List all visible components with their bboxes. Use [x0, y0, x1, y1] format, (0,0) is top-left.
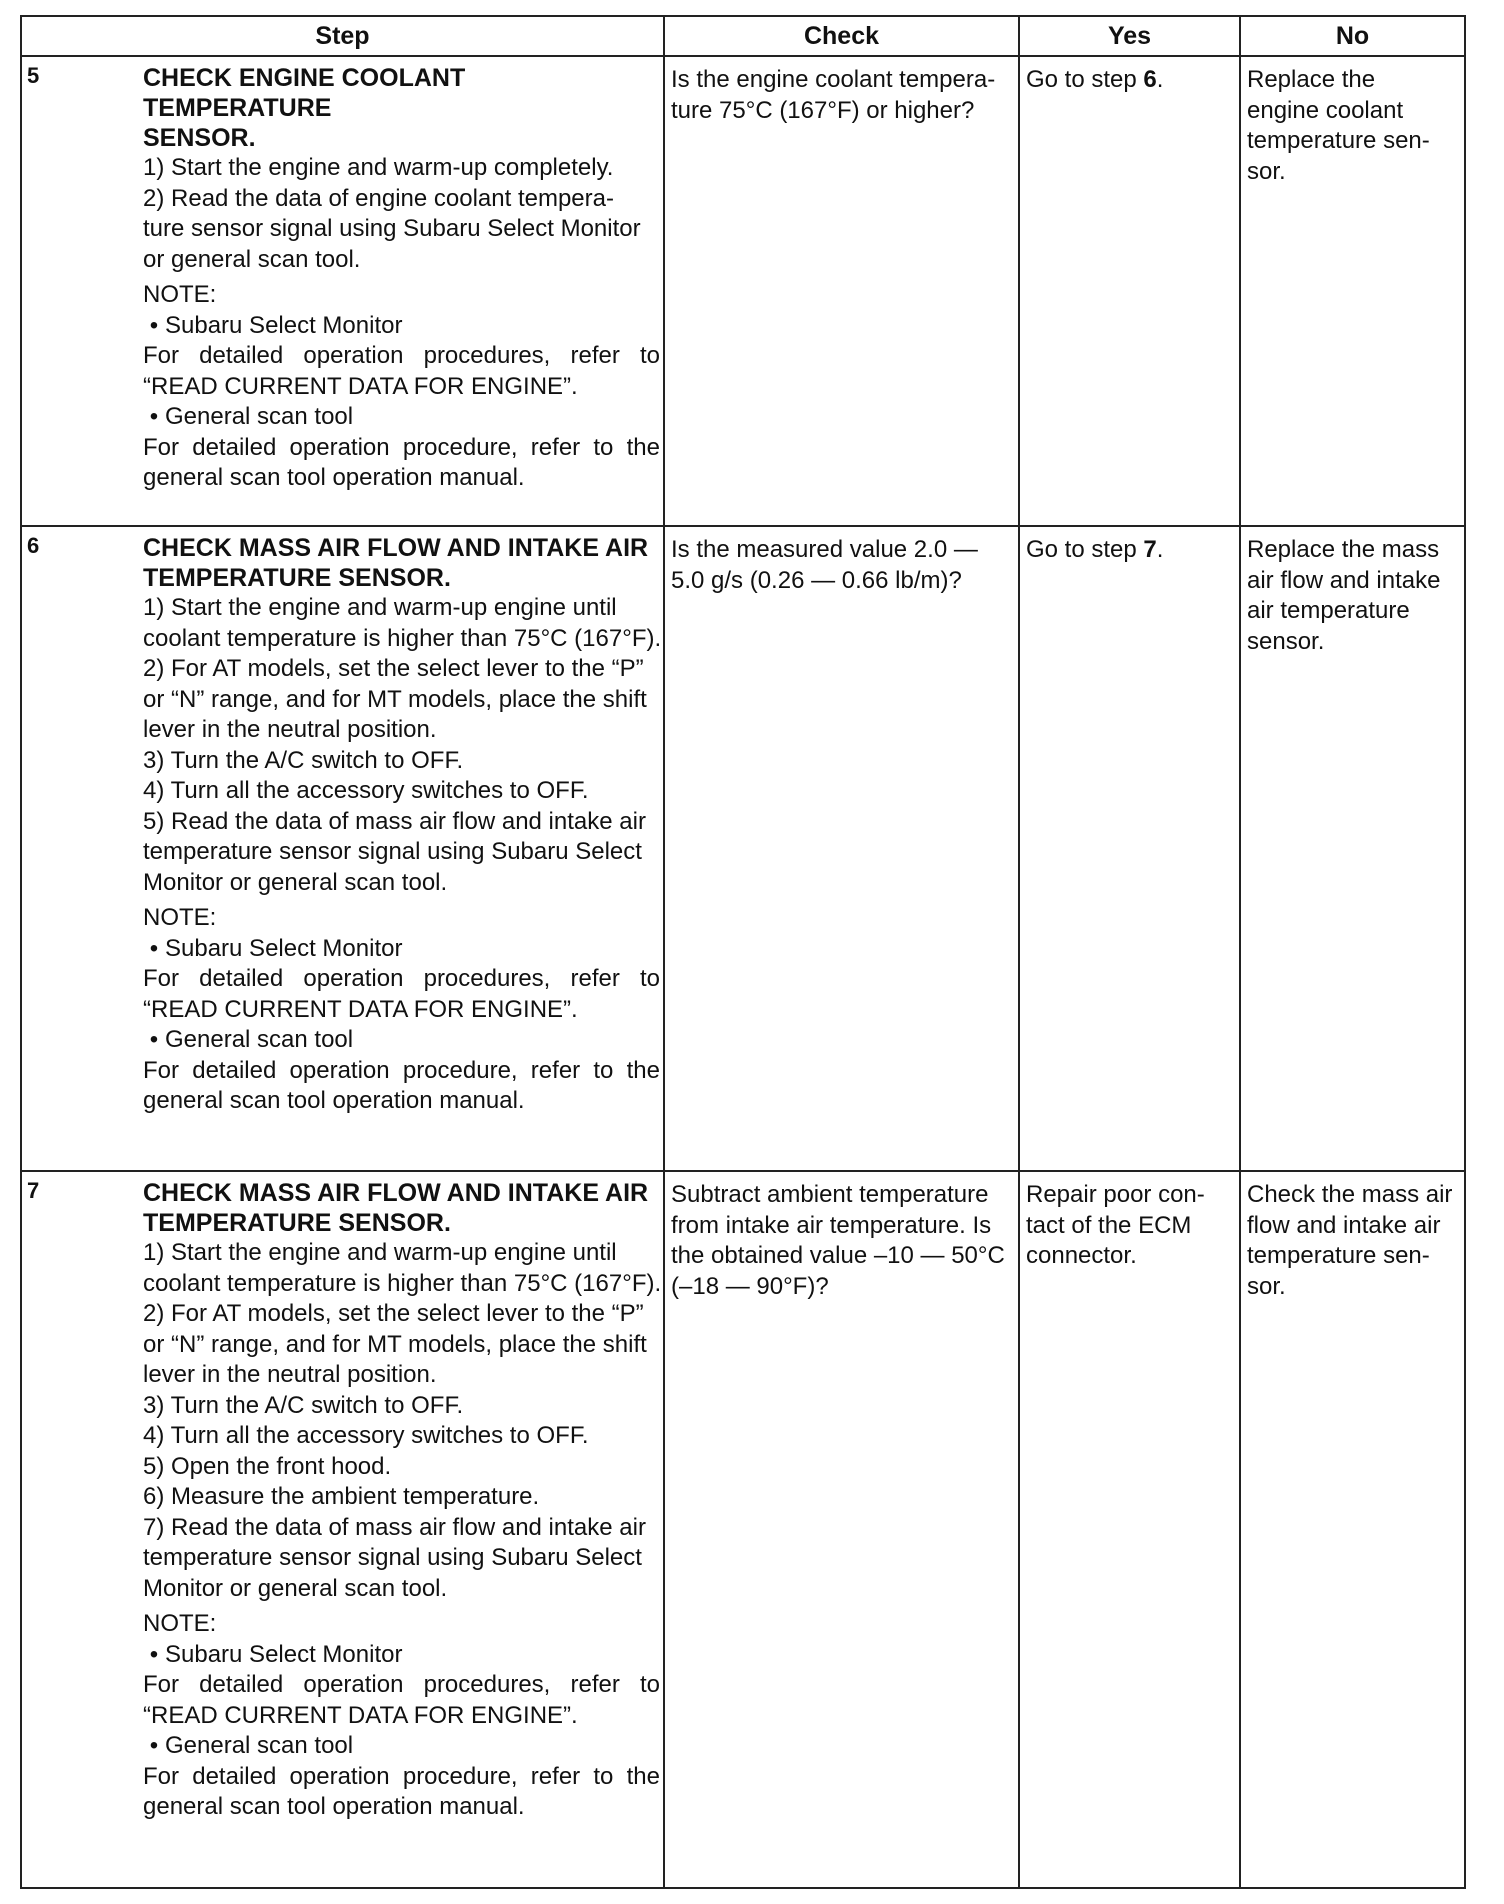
step-title-line: CHECK MASS AIR FLOW AND INTAKE AIR: [143, 1179, 649, 1207]
step-title-line: CHECK ENGINE COOLANT TEMPERATURE: [143, 64, 466, 122]
note-label: NOTE:: [143, 1610, 217, 1637]
yes-prefix: Go to step: [1026, 536, 1144, 563]
step-instruction-line: 1) Start the engine and warm-up completely.: [143, 154, 614, 181]
yes-text: [1026, 65, 1233, 96]
note-text-line: For detailed operation procedure, refer to the: [143, 433, 660, 461]
table-header-row: [21, 16, 1465, 56]
no-text-line: sor.: [1247, 157, 1286, 185]
no-text-line: engine coolant: [1247, 96, 1404, 124]
yes-step-ref: 6: [1143, 66, 1157, 93]
table-row-step-5: [21, 56, 1465, 526]
step-instruction-line: coolant temperature is higher than 75°C (167°F).: [143, 624, 662, 652]
no-text-line: temperature sen-: [1247, 127, 1430, 154]
no-text-line: flow and intake air: [1247, 1211, 1441, 1239]
step-content: [143, 1178, 660, 1823]
no-text-line: Check the mass air: [1247, 1181, 1453, 1208]
note-label: NOTE:: [143, 904, 217, 931]
column-header-no: No: [1240, 16, 1465, 56]
check-text-line: the obtained value –10 — 50°C: [671, 1242, 1005, 1269]
no-cell: [1240, 526, 1465, 1171]
step-number: 5: [27, 63, 40, 88]
step-instruction-line: or “N” range, and for MT models, place the shift: [143, 1330, 647, 1358]
note-text-line: For detailed operation procedures, refer to: [143, 1671, 660, 1698]
step-instruction-line: 4) Turn all the accessory switches to OFF.: [143, 777, 589, 804]
step-title-line: TEMPERATURE SENSOR.: [143, 564, 451, 592]
yes-text: [1026, 535, 1233, 566]
step-instruction-line: 1) Start the engine and warm-up engine until: [143, 594, 617, 621]
note-bullet-scan-tool: • General scan tool: [143, 1025, 660, 1056]
no-text-line: Replace the: [1247, 66, 1376, 93]
yes-cell: [1019, 526, 1240, 1171]
step-cell: [21, 1171, 664, 1888]
note-text-line: For detailed operation procedure, refer to the: [143, 1762, 660, 1790]
check-text-line: Is the measured value 2.0 —: [671, 536, 978, 563]
yes-cell: [1019, 56, 1240, 526]
yes-suffix: .: [1156, 66, 1164, 93]
note-text-line: For detailed operation procedure, refer to the: [143, 1056, 660, 1084]
note-text-line: “READ CURRENT DATA FOR ENGINE”.: [143, 995, 578, 1023]
note-bullet-select-monitor: • Subaru Select Monitor: [143, 311, 660, 342]
step-instruction-line: 3) Turn the A/C switch to OFF.: [143, 1391, 464, 1419]
step-instruction-line: 2) Read the data of engine coolant tempera-: [143, 184, 614, 212]
table-row-step-6: [21, 526, 1465, 1171]
step-instruction-line: lever in the neutral position.: [143, 716, 437, 743]
step-cell: [21, 526, 664, 1171]
yes-text-line: connector.: [1026, 1242, 1137, 1269]
yes-prefix: Go to step: [1026, 66, 1144, 93]
step-title-line: CHECK MASS AIR FLOW AND INTAKE AIR: [143, 534, 649, 562]
yes-cell: [1019, 1171, 1240, 1888]
step-instruction-line: 6) Measure the ambient temperature.: [143, 1483, 540, 1510]
step-instruction-line: ture sensor signal using Subaru Select Monitor: [143, 215, 641, 242]
note-text-line: For detailed operation procedures, refer to: [143, 342, 660, 369]
table-row-step-7: [21, 1171, 1465, 1888]
check-cell: [664, 526, 1019, 1171]
check-text-line: ture 75°C (167°F) or higher?: [671, 96, 975, 124]
step-title-line: TEMPERATURE SENSOR.: [143, 1209, 451, 1237]
step-instruction-line: 2) For AT models, set the select lever to the “P”: [143, 1300, 644, 1327]
step-instruction-line: Monitor or general scan tool.: [143, 1574, 448, 1602]
no-text-line: sensor.: [1247, 627, 1325, 655]
check-cell: [664, 1171, 1019, 1888]
step-instruction-line: lever in the neutral position.: [143, 1361, 437, 1388]
yes-text-line: Repair poor con-: [1026, 1181, 1205, 1208]
note-text-line: “READ CURRENT DATA FOR ENGINE”.: [143, 372, 578, 400]
check-text-line: (–18 — 90°F)?: [671, 1272, 829, 1300]
no-text-line: sor.: [1247, 1272, 1286, 1300]
column-header-step: Step: [21, 16, 664, 56]
note-bullet-scan-tool: • General scan tool: [143, 402, 660, 433]
note-bullet-select-monitor: • Subaru Select Monitor: [143, 934, 660, 965]
no-text-line: Replace the mass: [1247, 536, 1440, 563]
step-content: [143, 533, 660, 1117]
note-text-line: general scan tool operation manual.: [143, 1793, 525, 1820]
no-text-line: air temperature: [1247, 597, 1410, 624]
step-cell: [21, 56, 664, 526]
yes-text-line: tact of the ECM: [1026, 1211, 1192, 1239]
note-text-line: general scan tool operation manual.: [143, 464, 525, 491]
column-header-yes: Yes: [1019, 16, 1240, 56]
step-number: 7: [27, 1178, 40, 1203]
check-text-line: 5.0 g/s (0.26 — 0.66 lb/m)?: [671, 566, 962, 594]
step-number: 6: [27, 533, 40, 558]
step-title: [143, 1178, 660, 1238]
no-cell: [1240, 56, 1465, 526]
step-instruction-line: 7) Read the data of mass air flow and intake air: [143, 1513, 646, 1541]
step-content: [143, 63, 660, 494]
step-instruction-line: or general scan tool.: [143, 245, 361, 273]
step-instruction-line: or “N” range, and for MT models, place the shift: [143, 685, 647, 713]
step-instruction-line: temperature sensor signal using Subaru Select: [143, 838, 642, 865]
step-instruction-line: temperature sensor signal using Subaru Select: [143, 1544, 642, 1571]
step-title-line: SENSOR.: [143, 124, 256, 152]
step-instruction-line: Monitor or general scan tool.: [143, 868, 448, 896]
step-instruction-line: coolant temperature is higher than 75°C (167°F).: [143, 1269, 662, 1297]
check-text-line: Subtract ambient temperature: [671, 1181, 989, 1208]
step-instruction-line: 2) For AT models, set the select lever to the “P”: [143, 655, 644, 682]
note-text-line: general scan tool operation manual.: [143, 1087, 525, 1114]
step-instruction-line: 4) Turn all the accessory switches to OFF.: [143, 1422, 589, 1449]
step-instruction-line: 1) Start the engine and warm-up engine until: [143, 1239, 617, 1266]
diagnostic-table: [20, 15, 1466, 1889]
check-cell: [664, 56, 1019, 526]
step-instruction-line: 5) Read the data of mass air flow and intake air: [143, 807, 646, 835]
note-label: NOTE:: [143, 281, 217, 308]
note-text-line: “READ CURRENT DATA FOR ENGINE”.: [143, 1701, 578, 1729]
yes-suffix: .: [1156, 536, 1164, 563]
check-text-line: Is the engine coolant tempera-: [671, 66, 996, 93]
note-bullet-select-monitor: • Subaru Select Monitor: [143, 1640, 660, 1671]
no-cell: [1240, 1171, 1465, 1888]
column-header-check: Check: [664, 16, 1019, 56]
step-instruction-line: 5) Open the front hood.: [143, 1452, 392, 1480]
note-text-line: For detailed operation procedures, refer to: [143, 965, 660, 992]
no-text-line: air flow and intake: [1247, 566, 1441, 594]
no-text-line: temperature sen-: [1247, 1242, 1430, 1269]
note-bullet-scan-tool: • General scan tool: [143, 1731, 660, 1762]
step-title: [143, 533, 660, 593]
step-title: [143, 63, 660, 153]
yes-step-ref: 7: [1143, 536, 1157, 563]
check-text-line: from intake air temperature. Is: [671, 1211, 992, 1239]
step-instruction-line: 3) Turn the A/C switch to OFF.: [143, 746, 464, 774]
